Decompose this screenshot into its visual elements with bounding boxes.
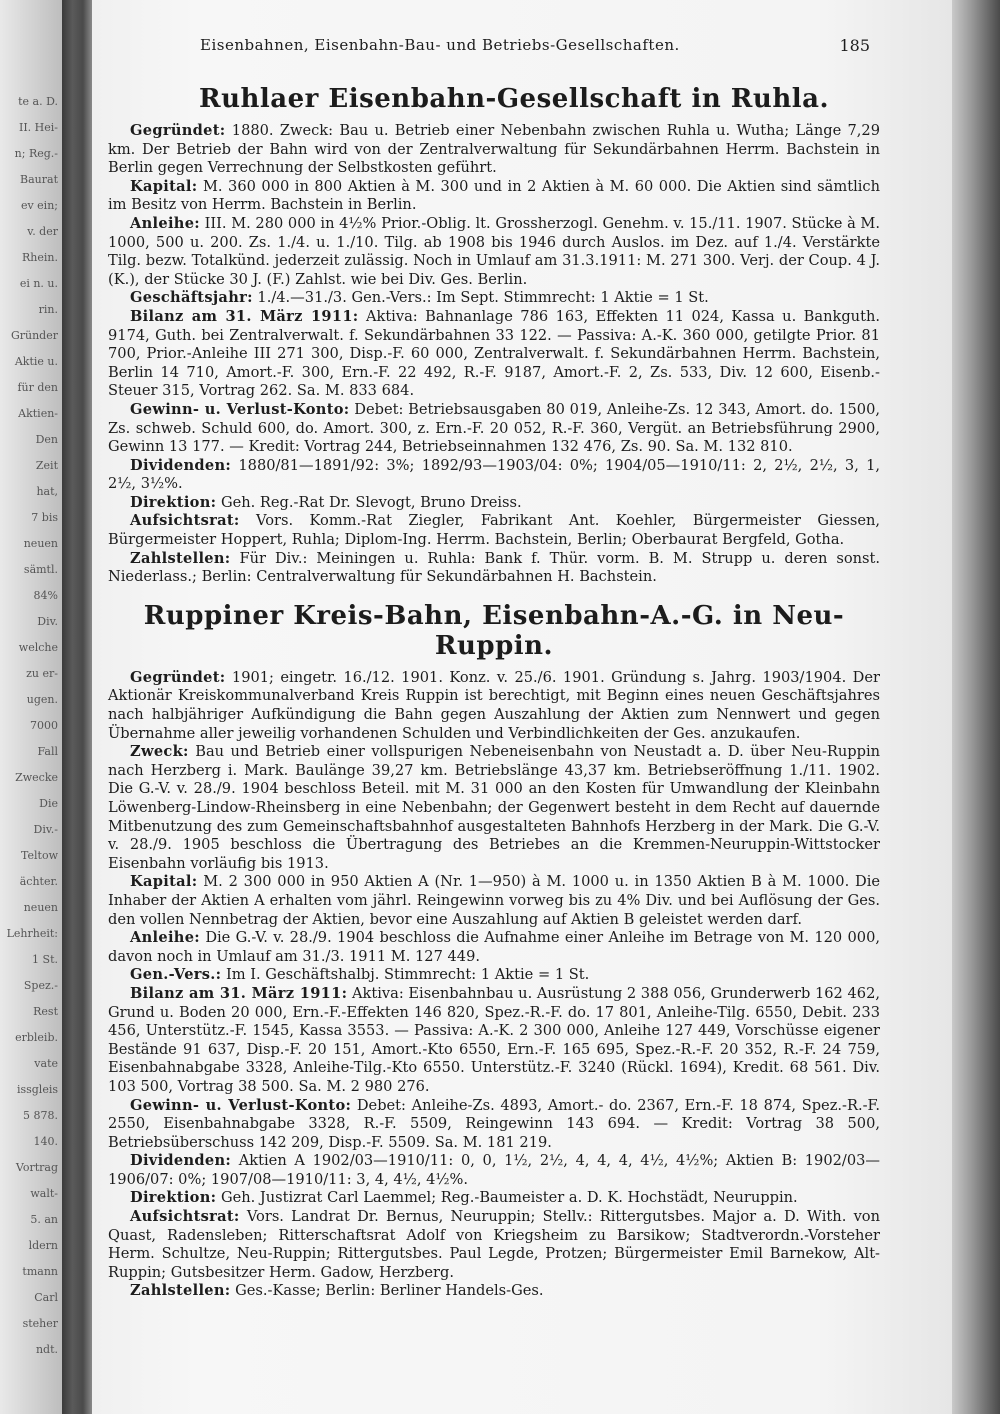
margin-fragment: Div. [37,615,58,628]
entry-paragraph [108,669,880,743]
margin-fragment: hat, [36,485,58,498]
section-title: Ruhlaer Eisenbahn-Gesellschaft in Ruhla. [199,84,829,114]
entry-paragraph [108,1097,880,1153]
margin-fragment: erbleib. [15,1031,58,1044]
margin-fragment: 84% [33,589,58,602]
entry-text: 1901; eingetr. 16./12. 1901. Konz. v. 25./6. 1901. Gründung s. Jahrg. 1903/1904. Der Aktionär Kreiskommunalverband Kreis Ruppin ist berechtigt, mit Beginn eines neuen Geschäftsjahres nach halbjähriger Aufkündigung die Bahn gegen Auszahlung der Aktien zum Nennwert und gegen Übernahme aller jeweilig vorhandenen Schulden und Verbindlichkeiten der Ges. anzukaufen. [108,668,880,742]
entry-text: Ges.-Kasse; Berlin: Berliner Handels-Ges. [235,1282,544,1300]
margin-fragment: neuen [23,537,58,550]
entry-text: M. 2 300 000 in 950 Aktien A (Nr. 1—950) à M. 1000 u. in 1350 Aktien B à M. 1000. Die Inhaber der Aktien A erhalten vom jährl. Reingewinn vorweg bis zu 4% Div. und bei Auflösung der Ges. den vollen Nennbetrag der Aktien, bevor eine Auszahlung auf Aktien B geleistet werden darf. [108,873,881,928]
margin-fragment: v. der [27,225,58,238]
entry-text: Aktien A 1902/03—1910/11: 0, 0, 1½, 2½, 4, 4, 4, 4½, 4½%; Aktien B: 1902/03—1906/07: 0%; 1907/08—1910/11: 3, 4, 4½, 4½%. [108,1152,880,1188]
margin-fragment: Teltow [21,849,58,862]
entry-text: Bau und Betrieb einer vollspurigen Nebeneisenbahn von Neustadt a. D. über Neu-Ruppin nach Herzberg i. Mark. Baulänge 39,27 km. Betriebslänge 43,37 km. Betriebseröffnung 1./11. 1902. Die G.-V. v. 28./9. 1904 beschloss Beteil. mit M. 31 000 an den Kosten für Umwandlung der Kleinbahn Löwenberg-Lindow-Rheinsberg in eine Nebenbahn; der Gegenwert besteht in dem Recht auf dauernde Mitbenutzung des zum Gemeinschaftsbahnhof ausgestalteten Bahnhofs Herzberg in der Mark. Die G.-V. v. 28./9. 1905 beschloss die Übertragung des Betriebes an die Kremmen-Neuruppin-Wittstocker Eisenbahn vorläufig bis 1913. [108,743,881,872]
entry-text: 1880/81—1891/92: 3%; 1892/93—1903/04: 0%; 1904/05—1910/11: 2, 2½, 2½, 3, 1, 2½, 3½%. [108,456,881,493]
margin-fragment: tmann [22,1265,58,1278]
entry-text: Aktiva: Eisenbahnbau u. Ausrüstung 2 388 056, Grunderwerb 162 462, Grund u. Boden 20 000, Ern.-F.-Effekten 146 820, Spez.-R.-F. do. 17 801, Anleihe-Tilg. 6550, Debit. 233 456, Unterstütz.-F. 1545, Kassa 3553. — Passiva: A.-K. 2 300 000, Anleihe 127 449, Vorschüsse eigener Bestände 91 637, Disp.-F. 20 151, Amort.-Kto 6550, Ern.-F. 165 695, Spez.-R.-F. 20 352, R.-F. 24 759, Eisenbahnabgabe 3328, Anleihe-Tilg.-Kto 6550. Unterstütz.-F. 3240 (Rückl. 1694), Kredit. 68 561. Div. 103 500, Vortrag 38 500. Sa. M. 2 980 276. [108,984,880,1095]
margin-fragment: Div.- [33,823,58,836]
entry-text: 1880. Zweck: Bau u. Betrieb einer Nebenbahn zwischen Ruhla u. Wutha; Länge 7,29 km. Der Betrieb der Bahn wird von der Zentralverwaltung für Sekundärbahnen Herrm. Bachstein in Berlin gegen Verrechnung der Selbstkosten geführt. [108,122,880,177]
entry-paragraph [108,289,880,308]
entry-paragraph [108,985,880,1097]
margin-fragment: 7000 [30,719,58,732]
margin-fragment: walt- [30,1187,58,1200]
margin-fragment: 5. an [30,1213,58,1226]
margin-fragment: n; Reg.- [14,147,58,160]
margin-fragment: Rest [33,1005,58,1018]
entry-key: Direktion: [130,493,217,511]
entry-key: Gen.-Vers.: [130,966,222,984]
running-header-title: Eisenbahnen, Eisenbahn-Bau- und Betriebs-Gesellschaften. [200,36,680,54]
margin-fragment: Rhein. [22,251,58,264]
entry-key: Gegründet: [130,122,226,139]
entry-text: Geh. Reg.-Rat Dr. Slevogt, Bruno Dreiss. [220,493,522,511]
section-body [108,669,880,1301]
margin-fragment: Baurat [20,173,58,186]
entry-key: Direktion: [130,1189,217,1207]
page-content [108,84,880,1301]
margin-fragment: issgleis [16,1083,58,1096]
margin-fragment: 1 St. [32,953,58,966]
entry-key: Zweck: [130,743,189,761]
entry-paragraph [108,401,880,457]
entry-text: Debet: Betriebsausgaben 80 019, Anleihe-Zs. 12 343, Amort. do. 1500, Zs. schweb. Schuld 600, do. Amort. 300, z. Ern.-F. 20 052, R.-F. 360, Vergüt. an Betriebsführung 2900, Gewinn 13 177. — Kredit: Vortrag 244, Betriebseinnahmen 132 476, Zs. 90. Sa. M. 132 810. [108,400,881,456]
entry-paragraph [108,550,880,587]
entry-text: 1./4.—31./3. Gen.-Vers.: Im Sept. Stimmrecht: 1 Aktie = 1 St. [257,289,709,307]
margin-fragment: Lehrheit: [6,927,58,940]
entry-paragraph [108,929,880,966]
entry-paragraph [108,308,880,401]
book-spine [62,0,92,1414]
entry-paragraph [108,178,880,215]
margin-fragment: rin. [38,303,58,316]
margin-fragment: II. Hei- [18,121,58,134]
margin-fragment: sämtl. [23,563,58,576]
page-number: 185 [839,36,870,55]
margin-fragment: ldern [28,1239,58,1252]
entry-paragraph [108,215,880,289]
entry-paragraph [108,743,880,873]
margin-fragment: ugen. [26,693,58,706]
section-body [108,122,880,587]
margin-fragment: te a. D. [18,95,58,108]
margin-fragment: Fall [37,745,58,758]
entry-paragraph [108,873,880,929]
entry-paragraph [108,1282,880,1301]
entry-text: Im I. Geschäftshalbj. Stimmrecht: 1 Aktie = 1 St. [226,966,590,984]
margin-fragment: vate [34,1057,58,1070]
entry-paragraph [108,1189,880,1208]
entry-key: Gegründet: [130,668,226,686]
margin-fragment: 140. [33,1135,58,1148]
entry-key: Aufsichtsrat: [130,512,240,530]
margin-fragment: neuen [23,901,58,914]
margin-fragment: steher [22,1317,58,1330]
entry-paragraph [108,457,880,494]
entry-text: III. M. 280 000 in 4½% Prior.-Oblig. lt. Grossherzogl. Genehm. v. 15./11. 1907. Stücke à M. 1000, 500 u. 200. Zs. 1./4. u. 1./10. Tilg. ab 1908 bis 1946 durch Auslos. im Dez. auf 1./4. Verstärkte Tilg. bezw. Totalkünd. jederzeit zulässig. Noch in Umlauf am 31.3.1911: M. 271 300. Verj. der Coup. 4 J. (K.), der Stücke 30 J. (F.) Zahlst. wie bei Div. Ges. Berlin. [108,214,880,288]
margin-fragment: ächter. [19,875,58,888]
entry-paragraph [108,122,880,178]
margin-fragment: für den [17,381,58,394]
entry-key: Gewinn- u. Verlust-Konto: [130,1096,352,1114]
entry-text: Geh. Justizrat Carl Laemmel; Reg.-Baumeister a. D. K. Hochstädt, Neuruppin. [220,1189,798,1207]
entry-key: Aufsichtsrat: [130,1208,240,1226]
margin-fragment: Carl [34,1291,58,1304]
entry-text: Vors. Komm.-Rat Ziegler, Fabrikant Ant. Koehler, Bürgermeister Giessen, Bürgermeister Hoppert, Ruhla; Diplom-Ing. Herrm. Bachstein, Berlin; Oberbaurat Bergfeld, Gotha. [108,512,881,549]
margin-fragment: welche [18,641,58,654]
section-title: Ruppiner Kreis-Bahn, Eisenbahn-A.-G. in Neu-Ruppin. [143,600,845,661]
margin-fragment: Aktie u. [14,355,58,368]
entry-text: Vors. Landrat Dr. Bernus, Neuruppin; Stellv.: Rittergutsbes. Major a. D. With. von Quast, Radensleben; Ritterschaftsrat Adolf von Kriegsheim zu Barsikow; Stadtverordn.-Vorsteher Herm. Schultze, Neu-Ruppin; Rittergutsbes. Paul Legde, Protzen; Bürgermeister Emil Barnekow, Alt-Ruppin; Gutsbesitzer Herm. Gadow, Herzberg. [108,1208,880,1281]
entry-key: Kapital: [130,873,198,891]
entry-key: Anleihe: [130,214,200,232]
entry-paragraph [108,512,880,549]
margin-fragment: Die [39,797,58,810]
entry-text: M. 360 000 in 800 Aktien à M. 300 und in 2 Aktien à M. 60 000. Die Aktien sind sämtlich im Besitz von Herrm. Bachstein in Berlin. [108,177,880,214]
entry-text: Aktiva: Bahnanlage 786 163, Effekten 11 024, Kassa u. Bankguth. 9174, Guth. bei Zentralverwalt. f. Sekundärbahnen 33 122. — Passiva: A.-K. 360 000, getilgte Prior. 81 700, Prior.-Anleihe III 271 300, Disp.-F. 60 000, Zentralverwalt. f. Sekundärbahnen Herrm. Bachstein, Berlin 14 710, Amort.-F. 300, Ern.-F. 22 492, R.-F. 9187, Amort.-F. 2, Zs. 533, Div. 12 600, Eisenb.-Steuer 315, Vortrag 262. Sa. M. 833 684. [108,307,880,400]
margin-fragment: ei n. u. [19,277,58,290]
entry-text: Die G.-V. v. 28./9. 1904 beschloss die Aufnahme einer Anleihe im Betrage von M. 120 000, davon noch in Umlauf am 31./3. 1911 M. 127 449. [108,929,881,965]
margin-fragment: Zwecke [15,771,58,784]
running-header [110,36,870,60]
margin-fragment: Gründer [10,329,58,342]
entry-key: Zahlstellen: [130,1282,231,1300]
section-ruppiner [108,601,880,1301]
margin-fragment: Den [35,433,58,446]
margin-fragment: Spez.- [23,979,58,992]
margin-fragment: zu er- [26,667,58,680]
entry-key: Bilanz am 31. März 1911: [130,307,359,325]
section-ruhlaer [108,84,880,587]
entry-key: Zahlstellen: [130,549,231,567]
entry-key: Dividenden: [130,456,232,474]
entry-text: Für Div.: Meiningen u. Ruhla: Bank f. Thür. vorm. B. M. Strupp u. deren sonst. Niederlass.; Berlin: Centralverwaltung für Sekundärbahnen H. Bachstein. [108,549,881,586]
margin-fragment: ndt. [35,1343,58,1356]
entry-text: Debet: Anleihe-Zs. 4893, Amort.- do. 2367, Ern.-F. 18 874, Spez.-R.-F. 2550, Eisenbahnabgabe 3328, R.-F. 5509, Reingewinn 143 694. — Kredit: Vortrag 38 500, Betriebsüberschuss 142 209, Disp.-F. 5509. Sa. M. 181 219. [108,1096,881,1151]
margin-fragment: Aktien- [18,407,58,420]
margin-fragment: ev ein; [20,199,58,212]
margin-fragment: Zeit [35,459,58,472]
entry-paragraph [108,1152,880,1189]
entry-key: Bilanz am 31. März 1911: [130,984,348,1002]
entry-paragraph [108,494,880,513]
left-margin [0,0,62,1414]
entry-paragraph [108,966,880,985]
entry-key: Anleihe: [130,929,200,947]
entry-key: Dividenden: [130,1152,232,1170]
page-edge [952,0,1000,1414]
margin-fragment: Vortrag [15,1161,58,1174]
entry-key: Gewinn- u. Verlust-Konto: [130,400,350,418]
entry-key: Kapital: [130,177,198,195]
margin-fragment: 7 bis [31,511,58,524]
entry-paragraph [108,1208,880,1282]
entry-key: Geschäftsjahr: [130,289,253,307]
margin-fragment: 5 878. [23,1109,58,1122]
